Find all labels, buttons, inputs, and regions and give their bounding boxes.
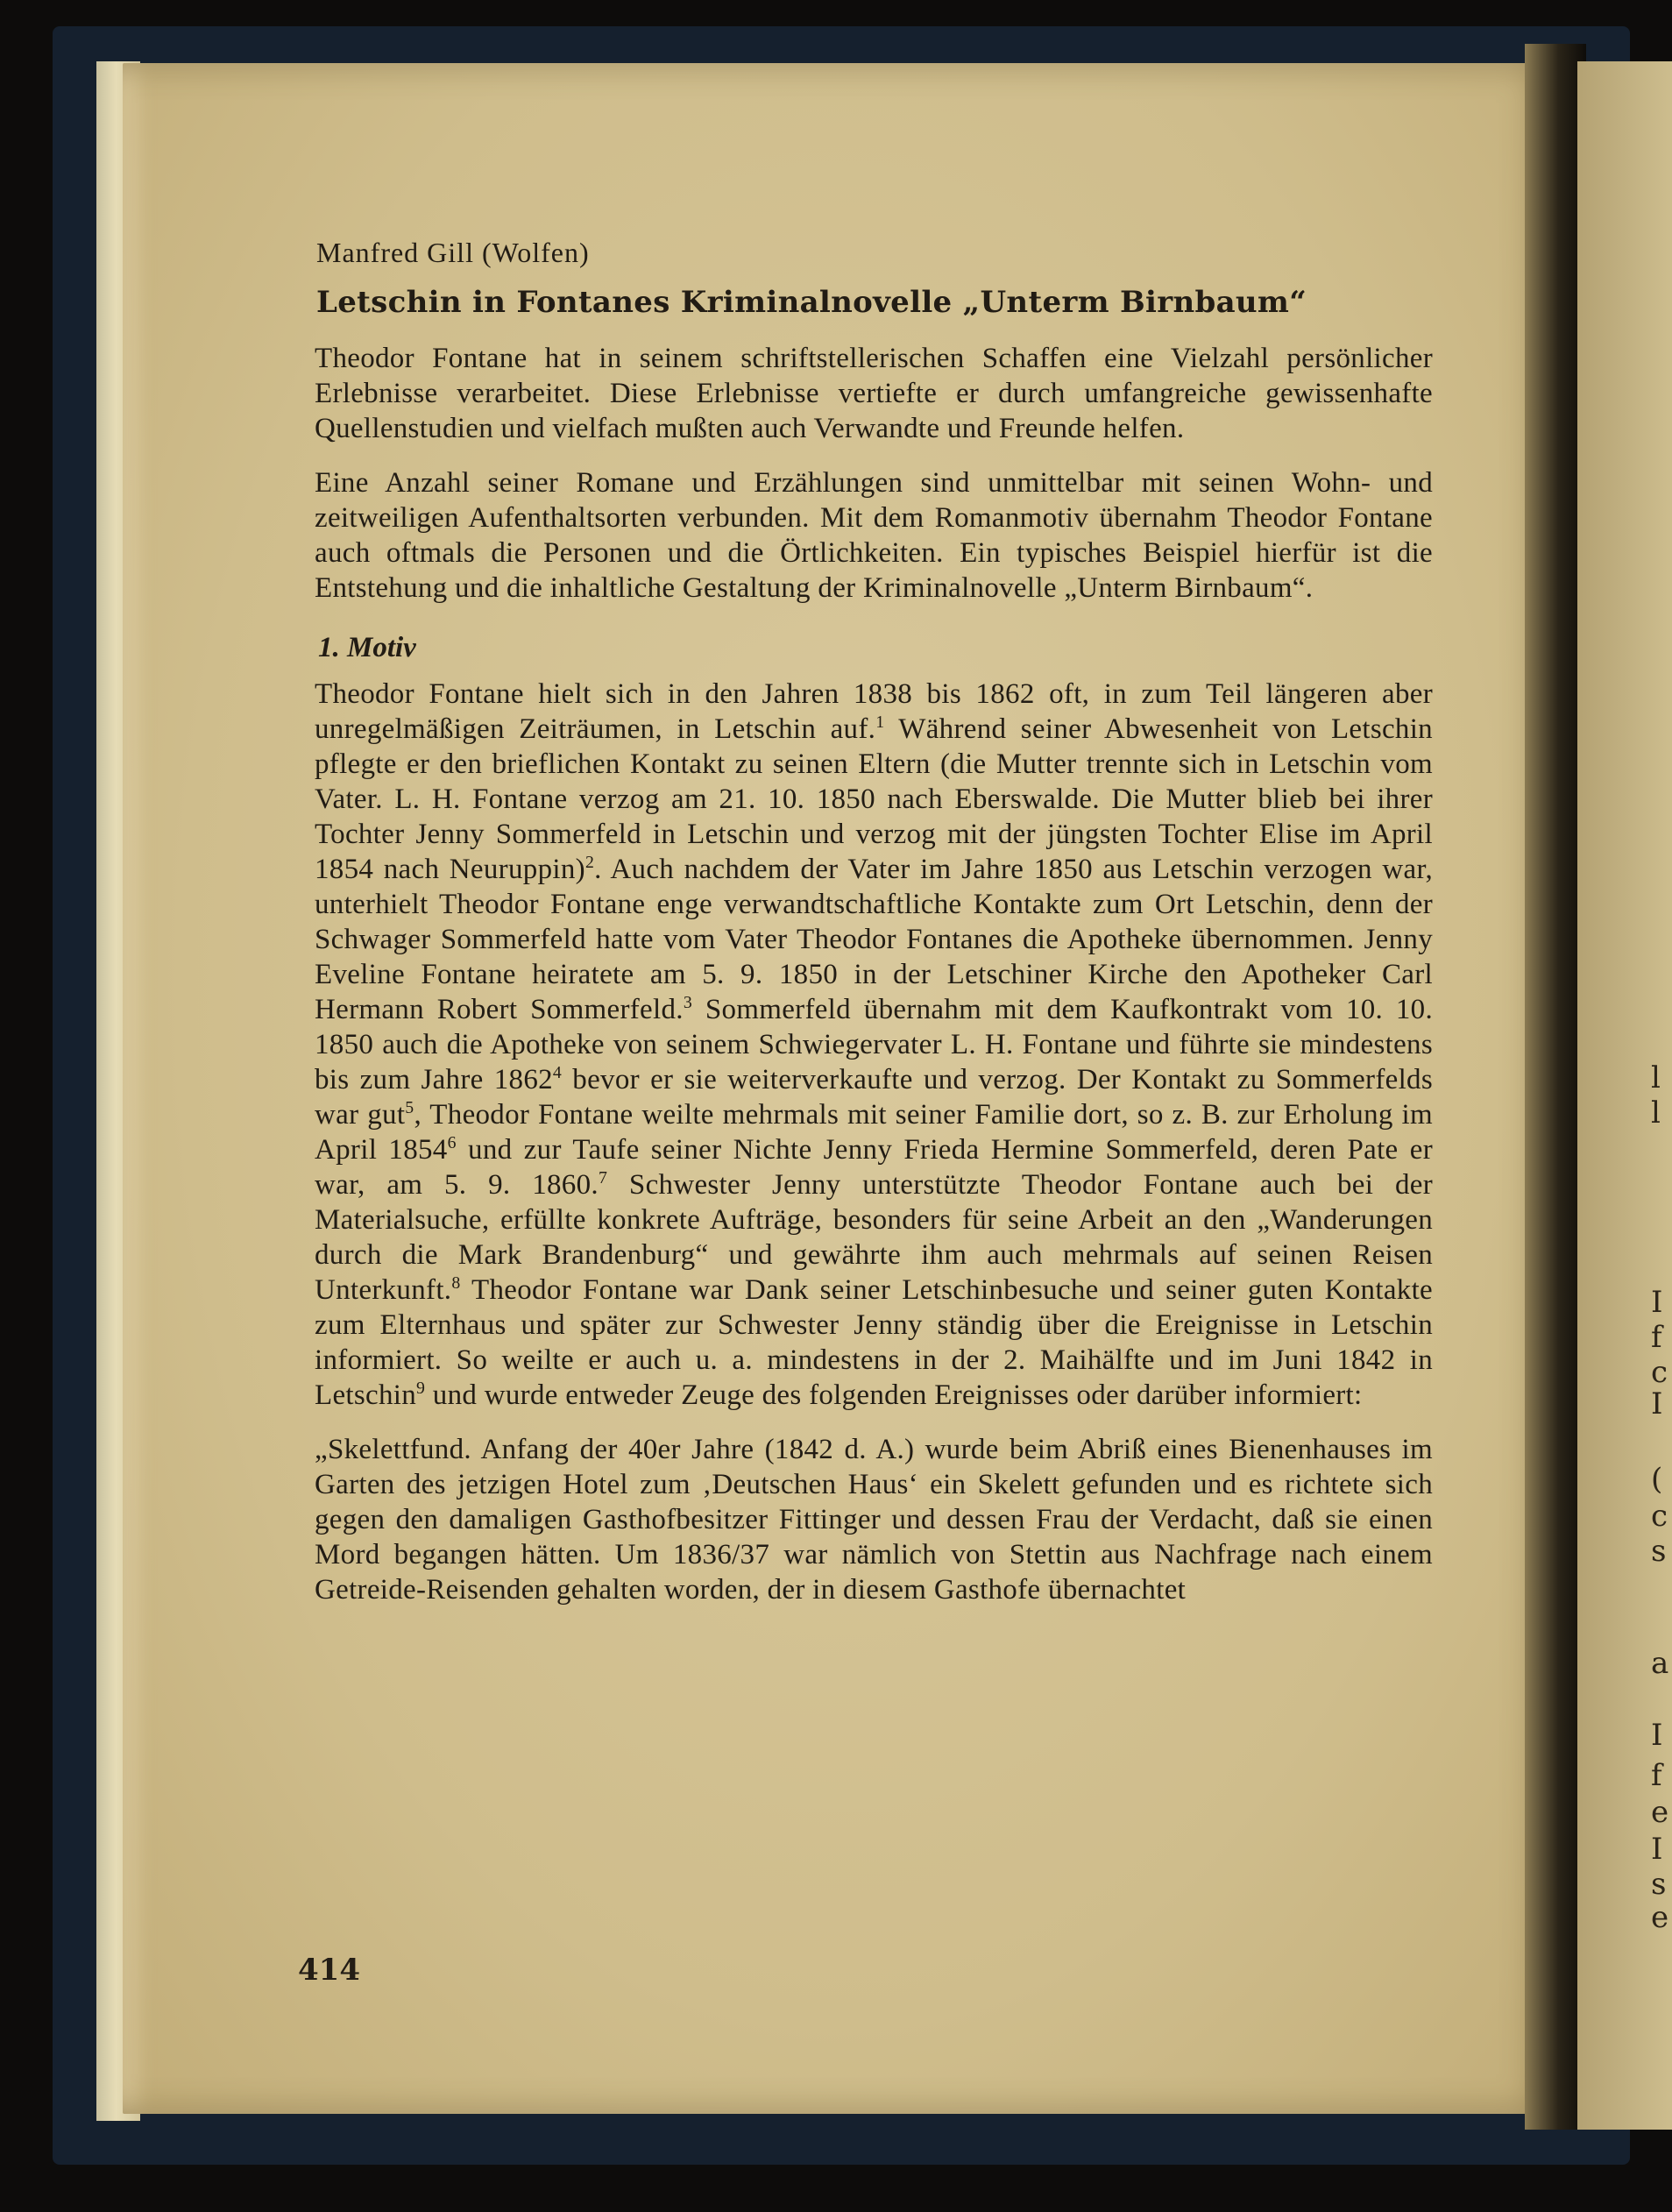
facing-page-fragment: (: [1651, 1462, 1663, 1497]
facing-page-fragment: I: [1651, 1386, 1663, 1421]
body-paragraph: [315, 677, 1433, 1413]
body-text: bevor er sie weiterverkaufte und verzog. Der Kontakt zu Sommerfelds war gut: [315, 1064, 1433, 1131]
facing-page-fragment: a: [1651, 1646, 1669, 1681]
footnote-ref: 9: [416, 1379, 426, 1398]
body-text: , Theodor Fontane weilte mehrmals mit seiner Familie dort, so z. B. zur Erholung im April 1854: [315, 1099, 1433, 1166]
footnote-ref: 7: [598, 1168, 608, 1188]
facing-page-fragment: f: [1651, 1320, 1662, 1355]
facing-page-fragment: e: [1651, 1795, 1669, 1830]
intro-paragraph: Theodor Fontane hat in seinem schriftstellerischen Schaffen eine Vielzahl persönlicher Erlebnisse verarbeitet. Diese Erlebnisse vertiefte er durch umfangreiche gewissenhafte Quellenstudien und vielfach mußten auch Verwandte und Freunde helfen.: [315, 343, 1433, 444]
facing-page-fragment: s: [1651, 1534, 1667, 1569]
facing-page-edge: [1577, 61, 1672, 2130]
footnote-ref: 1: [875, 713, 885, 732]
footnote-ref: 5: [405, 1098, 414, 1117]
facing-page-fragment: I: [1651, 1285, 1663, 1320]
body-text: Theodor Fontane hielt sich in den Jahren 1838 bis 1862 oft, in zum Teil längeren aber unregelmäßigen Zeiträumen, in Letschin auf.: [315, 678, 1433, 745]
body-text: und zur Taufe seiner Nichte Jenny Frieda Hermine Sommerfeld, deren Pate er war, am 5. 9. 1860.: [315, 1134, 1433, 1201]
footnote-ref: 2: [584, 853, 595, 872]
footnote-ref: 8: [451, 1273, 461, 1293]
body-text: Während seiner Abwesenheit von Letschin pflegte er den brieflichen Kontakt zu seinen Eltern (die Mutter trennte sich in Letschin vom Vater. L. H. Fontane verzog am 21. 10. 1850 nach Eberswalde. Die Mutter blieb bei ihrer Tochter Jenny Sommerfeld in Letschin und verzog mit der jüngsten Tochter Elise im April 1854 nach Neuruppin): [315, 713, 1433, 885]
facing-page-fragment: e: [1651, 1900, 1669, 1935]
article-title: Letschin in Fontanes Kriminalnovelle „Unterm Birnbaum“: [316, 285, 1307, 320]
quote-paragraph: „Skelettfund. Anfang der 40er Jahre (1842 d. A.) wurde beim Abriß eines Bienenhauses im Garten des jetzigen Hotel zum ‚Deutschen Haus‘ ein Skelett gefunden und es richtete sich gegen den damaligen Gasthofbesitzer Fittinger und dessen Frau der Verdacht, daß sie einen Mord begangen hätten. Um 1836/37 war nämlich von Stettin aus Nachfrage nach einem Getreide-Reisenden gehalten worden, der in diesem Gasthofe übernachtet: [315, 1434, 1433, 1606]
facing-page-fragment: I: [1651, 1832, 1663, 1867]
body-text: Sommerfeld übernahm mit dem Kaufkontrakt vom 10. 10. 1850 auch die Apotheke von seinem Schwiegervater L. H. Fontane und führte sie mindestens bis zum Jahre 1862: [315, 994, 1434, 1095]
facing-page-fragment: c: [1651, 1499, 1668, 1534]
page-text: [304, 237, 1433, 1627]
intro-paragraph: Eine Anzahl seiner Romane und Erzählungen sind unmittelbar mit seinen Wohn- und zeitweiligen Aufenthaltsorten verbunden. Mit dem Romanmotiv übernahm Theodor Fontane auch oftmals die Personen und die Örtlichkeiten. Ein typisches Beispiel hierfür ist die Entstehung und die inhaltliche Gestaltung der Kriminalnovelle „Unterm Birnbaum“.: [315, 467, 1433, 604]
footnote-ref: 4: [552, 1063, 563, 1082]
section-heading: 1. Motiv: [318, 632, 416, 663]
facing-page-fragment: l: [1651, 1095, 1661, 1131]
footnote-ref: 6: [447, 1133, 457, 1152]
body-text: . Auch nachdem der Vater im Jahre 1850 aus Letschin verzogen war, unterhielt Theodor Fontane enge verwandtschaftliche Kontakte zum Ort Letschin, denn der Schwager Sommerfeld hatte vom Vater Theodor Fontanes die Apotheke übernommen. Jenny Eveline Fontane heiratete am 5. 9. 1850 in der Letschiner Kirche den Apotheker Carl Hermann Robert Sommerfeld.: [315, 854, 1434, 1025]
body-text: und wurde entweder Zeuge des folgenden Ereignisses oder darüber informiert:: [425, 1379, 1363, 1411]
body-text: Theodor Fontane war Dank seiner Letschinbesuche und seiner guten Kontakte zum Elternhaus und später zur Schwester Jenny ständig über die Ereignisse in Letschin informiert. So weilte er auch u. a. mindestens in der 2. Maihälfte und im Juni 1842 in Letschin: [315, 1274, 1433, 1411]
facing-page-fragment: I: [1651, 1718, 1663, 1753]
facing-page-fragment: f: [1651, 1758, 1662, 1793]
facing-page-fragment: s: [1651, 1867, 1667, 1902]
footnote-ref: 3: [683, 993, 693, 1012]
body-text: Schwester Jenny unterstützte Theodor Fontane auch bei der Materialsuche, erfüllte konkrete Aufträge, besonders für seine Arbeit an den „Wanderungen durch die Mark Brandenburg“ und gewährte ihm auch mehrmals auf seinen Reisen Unterkunft.: [315, 1169, 1433, 1306]
page-number: 414: [298, 1953, 360, 1988]
facing-page-fragment: l: [1651, 1060, 1661, 1095]
facing-page-fragment: c: [1651, 1355, 1668, 1390]
author-line: Manfred Gill (Wolfen): [316, 237, 590, 268]
